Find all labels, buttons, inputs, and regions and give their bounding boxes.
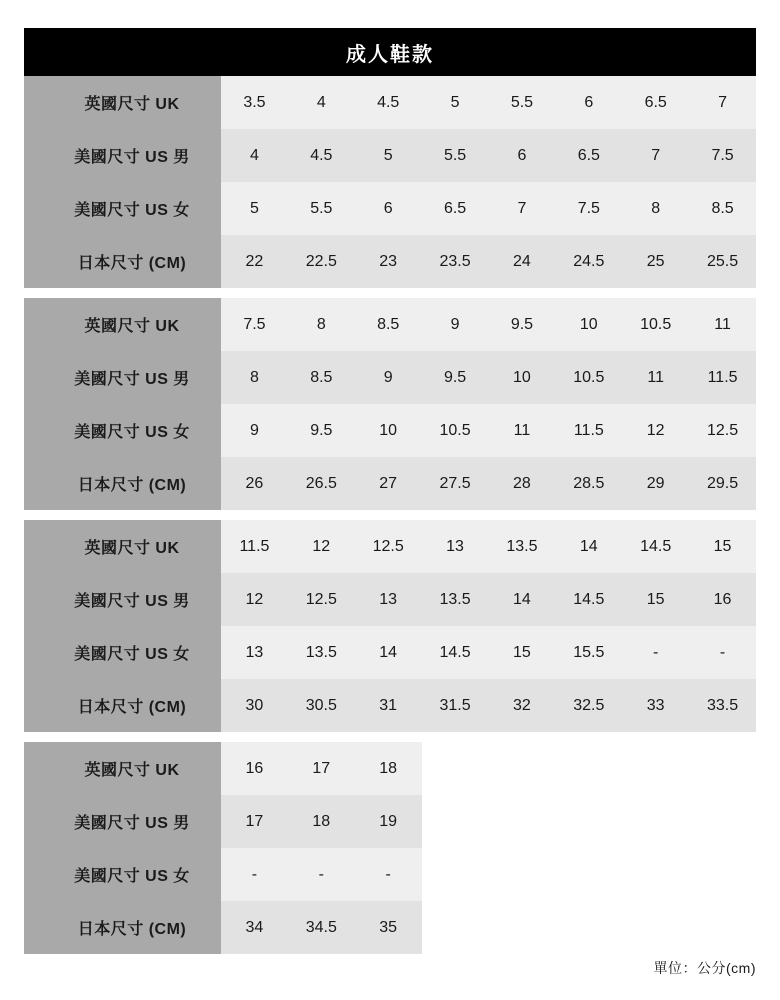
table-row [24, 742, 756, 795]
cell-uk-5: 10 [555, 298, 622, 351]
cell-uk-7: 15 [689, 520, 756, 573]
cell-uk-0: 3.5 [221, 76, 288, 129]
cell-uk-1: 8 [288, 298, 355, 351]
size-table-group-1 [24, 298, 756, 510]
cell-us-women-7 [689, 848, 756, 901]
cell-jp-0: 26 [221, 457, 288, 510]
cell-uk-5: 6 [555, 76, 622, 129]
cell-uk-1: 4 [288, 76, 355, 129]
cell-uk-7: 11 [689, 298, 756, 351]
cell-us-men-4 [489, 795, 556, 848]
cell-us-men-6: 15 [622, 573, 689, 626]
row-label-us-women: 美國尺寸 US 女 [24, 848, 221, 901]
size-table-group-2 [24, 520, 756, 732]
cell-us-men-3 [422, 795, 489, 848]
table-row [24, 457, 756, 510]
cell-uk-7 [689, 742, 756, 795]
table-row [24, 573, 756, 626]
cell-us-men-7: 7.5 [689, 129, 756, 182]
cell-jp-4: 32 [489, 679, 556, 732]
size-table-group-0 [24, 76, 756, 288]
cell-us-women-6: - [622, 626, 689, 679]
table-row [24, 795, 756, 848]
cell-us-men-6 [622, 795, 689, 848]
cell-jp-7: 33.5 [689, 679, 756, 732]
cell-jp-4: 28 [489, 457, 556, 510]
cell-uk-4: 9.5 [489, 298, 556, 351]
table-body [24, 76, 756, 288]
cell-us-women-4: 11 [489, 404, 556, 457]
cell-uk-3: 5 [422, 76, 489, 129]
cell-jp-0: 34 [221, 901, 288, 954]
cell-uk-6: 6.5 [622, 76, 689, 129]
cell-us-women-0: 9 [221, 404, 288, 457]
cell-us-women-1: 5.5 [288, 182, 355, 235]
cell-uk-2: 12.5 [355, 520, 422, 573]
cell-uk-4: 5.5 [489, 76, 556, 129]
cell-uk-3 [422, 742, 489, 795]
row-label-uk: 英國尺寸 UK [24, 298, 221, 351]
cell-jp-3: 23.5 [422, 235, 489, 288]
cell-us-women-0: 5 [221, 182, 288, 235]
cell-us-men-5 [555, 795, 622, 848]
cell-us-men-3: 13.5 [422, 573, 489, 626]
cell-uk-4 [489, 742, 556, 795]
cell-jp-5 [555, 901, 622, 954]
table-row [24, 901, 756, 954]
row-label-jp-cm: 日本尺寸 (CM) [24, 679, 221, 732]
cell-jp-7: 25.5 [689, 235, 756, 288]
row-label-jp-cm: 日本尺寸 (CM) [24, 235, 221, 288]
cell-us-women-3: 14.5 [422, 626, 489, 679]
cell-uk-3: 9 [422, 298, 489, 351]
table-row [24, 351, 756, 404]
row-label-us-women: 美國尺寸 US 女 [24, 182, 221, 235]
cell-jp-2: 23 [355, 235, 422, 288]
cell-us-women-5: 11.5 [555, 404, 622, 457]
cell-jp-6 [622, 901, 689, 954]
cell-us-men-3: 5.5 [422, 129, 489, 182]
cell-us-women-6: 8 [622, 182, 689, 235]
cell-us-men-3: 9.5 [422, 351, 489, 404]
table-row [24, 76, 756, 129]
cell-jp-4 [489, 901, 556, 954]
cell-us-women-6 [622, 848, 689, 901]
cell-us-men-1: 18 [288, 795, 355, 848]
cell-us-women-1: 9.5 [288, 404, 355, 457]
cell-uk-1: 17 [288, 742, 355, 795]
cell-us-women-2: 14 [355, 626, 422, 679]
table-body [24, 742, 756, 954]
page-title-text: 成人鞋款 [346, 43, 434, 66]
cell-us-women-1: 13.5 [288, 626, 355, 679]
cell-us-women-5: 15.5 [555, 626, 622, 679]
cell-us-men-0: 17 [221, 795, 288, 848]
cell-us-women-5: 7.5 [555, 182, 622, 235]
cell-us-women-0: - [221, 848, 288, 901]
cell-uk-2: 4.5 [355, 76, 422, 129]
cell-uk-6 [622, 742, 689, 795]
cell-uk-2: 8.5 [355, 298, 422, 351]
cell-jp-1: 34.5 [288, 901, 355, 954]
size-table-group-3 [24, 742, 756, 954]
cell-us-men-6: 7 [622, 129, 689, 182]
unit-footnote: 單位：公分(cm) [653, 960, 756, 976]
cell-uk-0: 16 [221, 742, 288, 795]
cell-us-men-7: 16 [689, 573, 756, 626]
table-body [24, 298, 756, 510]
cell-jp-0: 30 [221, 679, 288, 732]
cell-us-women-1: - [288, 848, 355, 901]
cell-uk-2: 18 [355, 742, 422, 795]
cell-uk-6: 10.5 [622, 298, 689, 351]
cell-us-men-4: 6 [489, 129, 556, 182]
cell-us-men-5: 6.5 [555, 129, 622, 182]
row-label-us-men: 美國尺寸 US 男 [24, 129, 221, 182]
row-label-us-men: 美國尺寸 US 男 [24, 351, 221, 404]
cell-jp-2: 31 [355, 679, 422, 732]
cell-jp-3: 31.5 [422, 679, 489, 732]
cell-uk-0: 11.5 [221, 520, 288, 573]
cell-uk-5 [555, 742, 622, 795]
cell-us-men-1: 8.5 [288, 351, 355, 404]
cell-us-men-5: 10.5 [555, 351, 622, 404]
row-label-uk: 英國尺寸 UK [24, 742, 221, 795]
cell-jp-2: 35 [355, 901, 422, 954]
table-row [24, 848, 756, 901]
cell-jp-6: 25 [622, 235, 689, 288]
row-label-us-women: 美國尺寸 US 女 [24, 404, 221, 457]
cell-jp-0: 22 [221, 235, 288, 288]
cell-us-women-4 [489, 848, 556, 901]
table-row [24, 298, 756, 351]
cell-us-women-3 [422, 848, 489, 901]
cell-us-women-2: - [355, 848, 422, 901]
cell-us-men-1: 4.5 [288, 129, 355, 182]
cell-us-women-3: 10.5 [422, 404, 489, 457]
cell-uk-4: 13.5 [489, 520, 556, 573]
row-label-uk: 英國尺寸 UK [24, 520, 221, 573]
cell-us-men-5: 14.5 [555, 573, 622, 626]
cell-us-men-6: 11 [622, 351, 689, 404]
table-row [24, 679, 756, 732]
row-label-us-women: 美國尺寸 US 女 [24, 626, 221, 679]
cell-jp-2: 27 [355, 457, 422, 510]
page-title [24, 28, 756, 76]
table-body [24, 520, 756, 732]
table-row [24, 129, 756, 182]
cell-jp-5: 28.5 [555, 457, 622, 510]
cell-jp-1: 26.5 [288, 457, 355, 510]
cell-uk-1: 12 [288, 520, 355, 573]
cell-us-men-0: 12 [221, 573, 288, 626]
cell-us-women-2: 6 [355, 182, 422, 235]
cell-jp-3: 27.5 [422, 457, 489, 510]
cell-us-men-0: 4 [221, 129, 288, 182]
table-row [24, 404, 756, 457]
cell-jp-4: 24 [489, 235, 556, 288]
cell-us-men-0: 8 [221, 351, 288, 404]
cell-jp-5: 32.5 [555, 679, 622, 732]
cell-us-men-2: 13 [355, 573, 422, 626]
cell-us-women-7: 8.5 [689, 182, 756, 235]
cell-jp-1: 22.5 [288, 235, 355, 288]
cell-jp-6: 29 [622, 457, 689, 510]
cell-us-women-7: - [689, 626, 756, 679]
cell-us-men-2: 19 [355, 795, 422, 848]
cell-uk-0: 7.5 [221, 298, 288, 351]
cell-uk-6: 14.5 [622, 520, 689, 573]
table-row [24, 520, 756, 573]
cell-us-men-7: 11.5 [689, 351, 756, 404]
row-label-jp-cm: 日本尺寸 (CM) [24, 457, 221, 510]
cell-us-men-1: 12.5 [288, 573, 355, 626]
cell-jp-1: 30.5 [288, 679, 355, 732]
cell-us-women-4: 7 [489, 182, 556, 235]
cell-us-women-2: 10 [355, 404, 422, 457]
size-tables-container [24, 76, 756, 954]
cell-uk-3: 13 [422, 520, 489, 573]
table-row [24, 182, 756, 235]
table-row [24, 235, 756, 288]
cell-us-women-5 [555, 848, 622, 901]
cell-us-women-4: 15 [489, 626, 556, 679]
row-label-jp-cm: 日本尺寸 (CM) [24, 901, 221, 954]
row-label-us-men: 美國尺寸 US 男 [24, 795, 221, 848]
cell-jp-5: 24.5 [555, 235, 622, 288]
cell-us-men-7 [689, 795, 756, 848]
cell-jp-7: 29.5 [689, 457, 756, 510]
cell-us-men-2: 5 [355, 129, 422, 182]
cell-us-men-4: 10 [489, 351, 556, 404]
table-row [24, 626, 756, 679]
cell-us-women-0: 13 [221, 626, 288, 679]
cell-uk-5: 14 [555, 520, 622, 573]
cell-jp-6: 33 [622, 679, 689, 732]
cell-us-women-3: 6.5 [422, 182, 489, 235]
cell-us-men-4: 14 [489, 573, 556, 626]
cell-jp-7 [689, 901, 756, 954]
cell-us-women-7: 12.5 [689, 404, 756, 457]
cell-us-women-6: 12 [622, 404, 689, 457]
cell-us-men-2: 9 [355, 351, 422, 404]
row-label-uk: 英國尺寸 UK [24, 76, 221, 129]
row-label-us-men: 美國尺寸 US 男 [24, 573, 221, 626]
cell-jp-3 [422, 901, 489, 954]
cell-uk-7: 7 [689, 76, 756, 129]
